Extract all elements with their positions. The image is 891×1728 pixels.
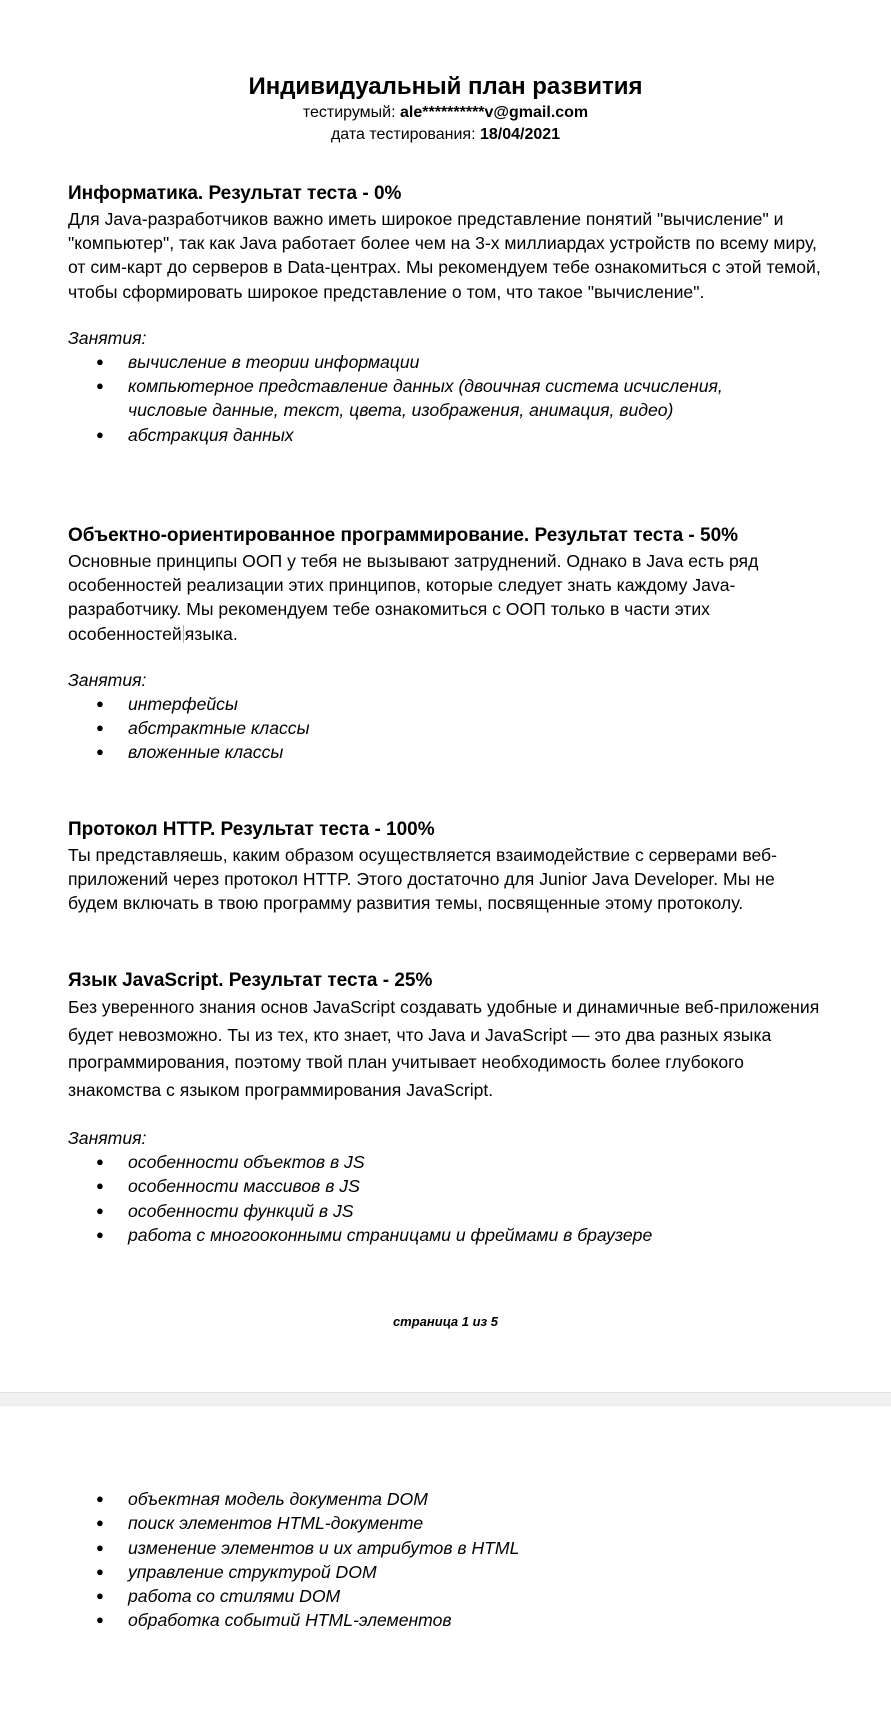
section-title: Информатика. Результат теста - 0% — [68, 183, 402, 204]
list-item: ● интерфейсы — [68, 692, 828, 716]
lessons-list — [68, 350, 828, 447]
section-text-part: языка. — [184, 623, 238, 644]
list-item: ● особенности объектов в JS — [68, 1150, 828, 1174]
test-date-label: дата тестирования: — [330, 126, 476, 143]
list-item: ● работа со стилями DOM — [68, 1584, 828, 1608]
section-javascript-continued — [68, 1487, 828, 1633]
list-item: ● поиск элементов HTML-документе — [68, 1511, 828, 1535]
tested-email: ale**********v@gmail.com — [400, 104, 589, 121]
text-cursor — [183, 625, 184, 643]
list-item: ● управление структурой DOM — [68, 1560, 828, 1584]
section-oop — [68, 523, 828, 765]
tested-label: тестирумый: — [302, 104, 396, 121]
page-separator — [0, 1392, 891, 1406]
document-header — [0, 72, 891, 146]
section-title: Объектно-ориентированное программирование. Результат теста - 50% — [68, 525, 739, 546]
page-number: страница 1 из 5 — [392, 1314, 499, 1329]
lessons-list — [68, 1487, 828, 1633]
list-item: ● особенности массивов в JS — [68, 1174, 828, 1198]
document-title: Индивидуальный план развития — [248, 73, 643, 100]
section-text: Для Java-разработчиков важно иметь широкое представление понятий "вычисление" и "компьютер", так как Java работает более чем на 3-х миллиардах устройств по всему миру, от сим-карт до серверов в Data-центрах. Мы рекомендуем тебе ознакомиться с этой темой, чтобы сформировать широкое представление о том, что такое "вычисление". — [68, 209, 821, 302]
section-javascript — [68, 968, 828, 1247]
tested-user-line — [0, 102, 891, 124]
list-item: ● компьютерное представление данных (двоичная система исчисления, числовые данные, текст, цвета, изображения, анимация, видео) — [68, 374, 828, 423]
lessons-list — [68, 692, 828, 765]
section-title: Протокол HTTP. Результат теста - 100% — [68, 819, 435, 840]
section-text: Ты представляешь, каким образом осуществляется взаимодействие с серверами веб-приложений через протокол HTTP. Этого достаточно для Junior Java Developer. Мы не будем включать в твою программу развития темы, посвященные этому протоколу. — [68, 845, 777, 914]
lessons-label: Занятия: — [68, 669, 147, 690]
list-item: ● изменение элементов и их атрибутов в HTML — [68, 1536, 828, 1560]
lessons-label: Занятия: — [68, 327, 147, 348]
list-item: ● вложенные классы — [68, 740, 828, 764]
list-item: ● вычисление в теории информации — [68, 350, 828, 374]
test-date-line — [0, 124, 891, 146]
list-item: ● особенности функций в JS — [68, 1199, 828, 1223]
section-informatics — [68, 181, 828, 447]
list-item: ● объектная модель документа DOM — [68, 1487, 828, 1511]
list-item: ● работа с многооконными страницами и фреймами в браузере — [68, 1223, 828, 1247]
list-item: ● абстрактные классы — [68, 716, 828, 740]
document-page-2 — [0, 1406, 891, 1728]
section-text-part: Основные принципы ООП у тебя не вызывают затруднений. Однако в Java есть ряд особенностей реализации этих принципов, которые следует знать каждому Java-разработчику. Мы рекомендуем тебе ознакомиться с ООП только в части этих особенностей — [68, 551, 759, 644]
list-item: ● абстракция данных — [68, 423, 828, 447]
section-text — [68, 549, 828, 646]
test-date-value: 18/04/2021 — [479, 126, 561, 143]
section-title: Язык JavaScript. Результат теста - 25% — [68, 970, 433, 991]
list-item: ● обработка событий HTML-элементов — [68, 1608, 828, 1632]
lessons-list — [68, 1150, 828, 1247]
lessons-label: Занятия: — [68, 1128, 147, 1148]
section-http — [68, 817, 828, 916]
section-text: Без уверенного знания основ JavaScript создавать удобные и динамичные веб-приложения будет невозможно. Ты из тех, кто знает, что Java и JavaScript — это два разных языка программирования, поэтому твой план учитывает необходимость более глубокого знакомства с языком программирования JavaScript. — [68, 997, 820, 1100]
